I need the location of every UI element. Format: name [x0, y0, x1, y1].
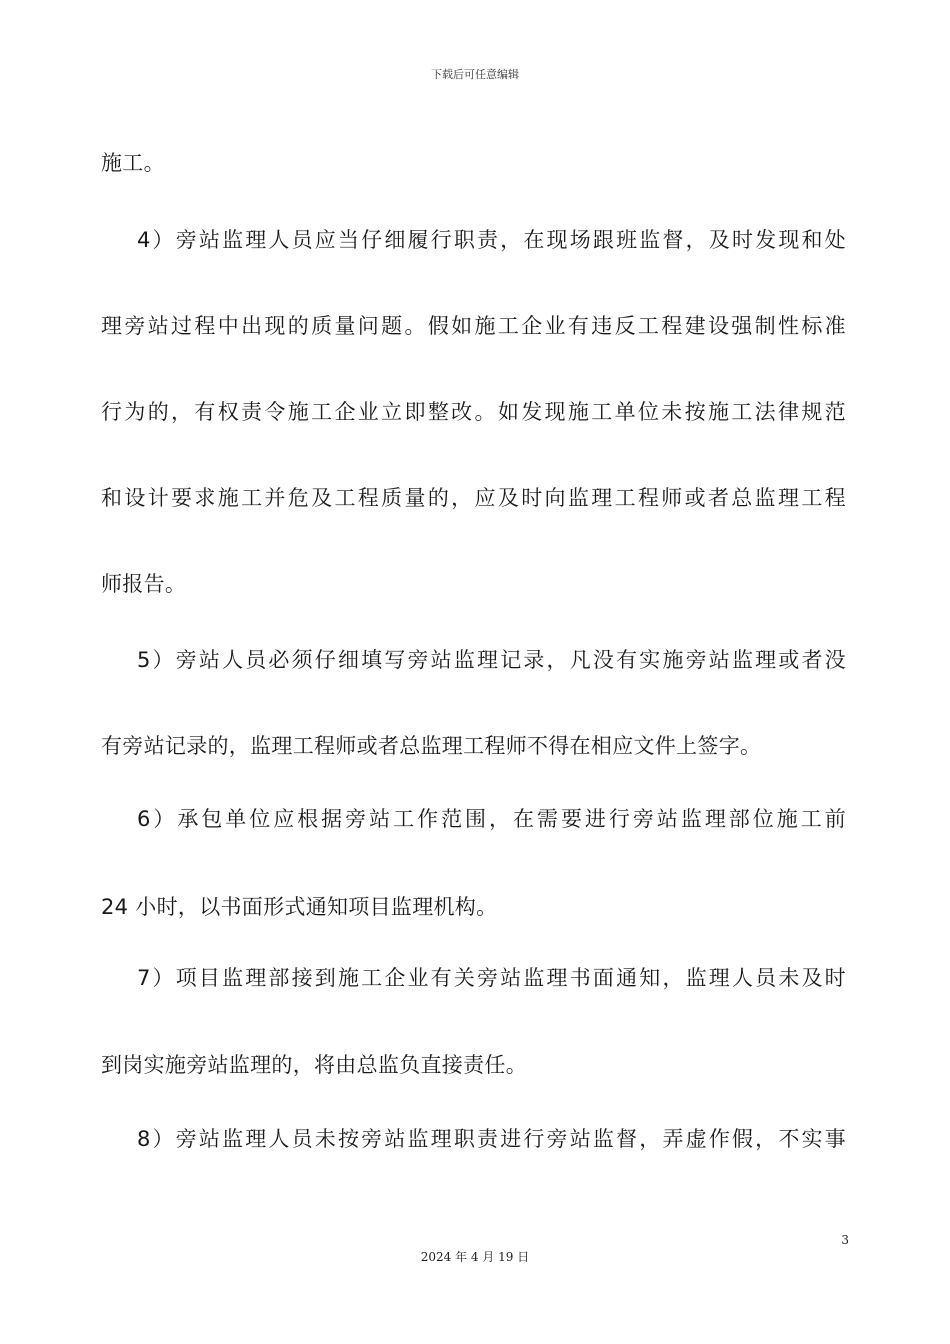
text-line: 施工。	[101, 151, 165, 175]
page-footer-date: 2024 年 4 月 19 日	[420, 1250, 530, 1264]
text-line: 4）旁站监理人员应当仔细履行职责，在现场跟班监督，及时发现和处	[137, 228, 846, 252]
page-header: 下载后可任意编辑	[431, 68, 519, 81]
text-line: 8）旁站监理人员未按旁站监理职责进行旁站监督，弄虚作假，不实事	[137, 1127, 846, 1151]
text-line: 7）项目监理部接到施工企业有关旁站监理书面通知，监理人员未及时	[137, 966, 846, 990]
text-line: 5）旁站人员必须仔细填写旁站监理记录，凡没有实施旁站监理或者没	[137, 648, 846, 672]
text-line: 24 小时，以书面形式通知项目监理机构。	[101, 895, 498, 919]
text-line: 理旁站过程中出现的质量问题。假如施工企业有违反工程建设强制性标准	[101, 314, 846, 338]
text-line: 到岗实施旁站监理的，将由总监负直接责任。	[101, 1053, 527, 1077]
text-line: 和设计要求施工并危及工程质量的，应及时向监理工程师或者总监理工程	[101, 486, 846, 510]
text-line: 6）承包单位应根据旁站工作范围，在需要进行旁站监理部位施工前	[137, 807, 846, 831]
text-line: 行为的，有权责令施工企业立即整改。如发现施工单位未按施工法律规范	[101, 400, 846, 424]
text-line: 有旁站记录的，监理工程师或者总监理工程师不得在相应文件上签字。	[101, 734, 762, 758]
text-line: 师报告。	[101, 572, 187, 596]
page-number: 3	[841, 1233, 849, 1247]
